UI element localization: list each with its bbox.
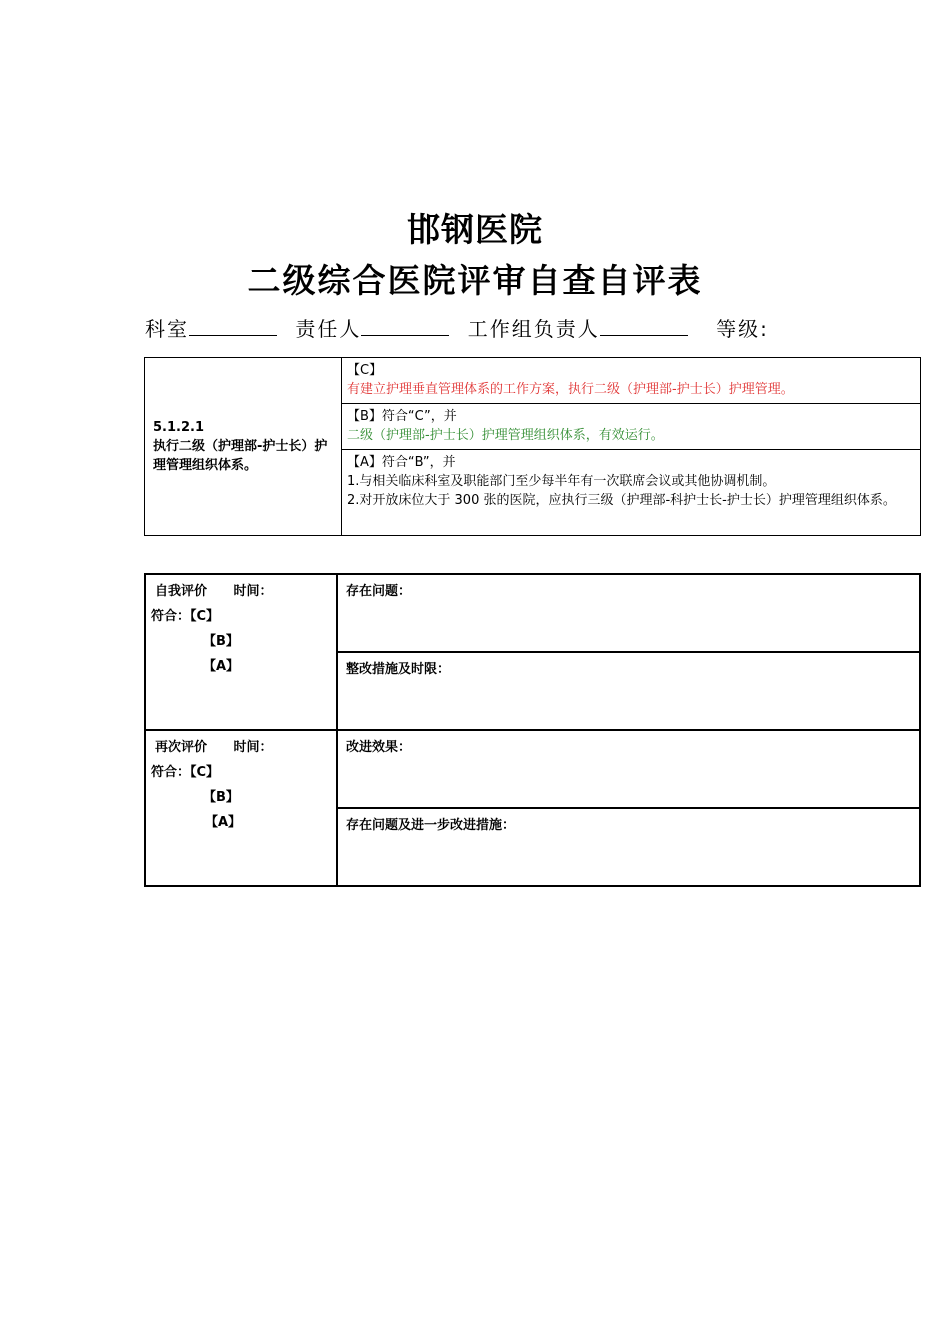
level-a-cell [342, 450, 921, 536]
self-eval-time-label: 时间： [233, 584, 273, 599]
self-eval-cell [145, 574, 337, 730]
info-line [145, 313, 769, 342]
level-b-label: 【B】符合“C”，并 [347, 409, 457, 424]
re-conform-label: 符合： [151, 765, 191, 780]
re-eval-label: 再次评价 [155, 740, 208, 755]
self-conform-label: 符合： [151, 609, 191, 624]
effect-cell[interactable] [337, 730, 920, 808]
re-option-c[interactable]: 【C】 [190, 765, 220, 780]
level-c-label: 【C】 [347, 363, 383, 378]
re-option-b[interactable]: 【B】 [203, 790, 239, 805]
form-title: 二级综合医院评审自查自评表 [247, 261, 703, 300]
problems-cell[interactable] [337, 574, 920, 652]
self-eval-header [151, 580, 328, 604]
responsible-label: 责任人 [295, 317, 362, 341]
self-option-c[interactable]: 【C】 [190, 609, 220, 624]
level-a-label: 【A】符合“B”，并 [347, 455, 456, 470]
problems-label: 存在问题： [346, 584, 412, 599]
re-eval-header [151, 736, 328, 760]
level-c-text: 有建立护理垂直管理体系的工作方案，执行二级（护理部-护士长）护理管理。 [347, 382, 794, 397]
re-conform-line [151, 760, 328, 785]
level-b-text: 二级（护理部-护士长）护理管理组织体系，有效运行。 [347, 428, 664, 443]
criteria-description: 执行二级（护理部-护士长）护理管理组织体系。 [153, 439, 328, 473]
self-conform-line [151, 604, 328, 629]
criteria-item-cell [145, 358, 342, 536]
dept-label: 科室 [145, 317, 189, 341]
rectify-label: 整改措施及时限： [346, 662, 451, 677]
group-leader-label: 工作组负责人 [467, 317, 600, 341]
self-option-a[interactable]: 【A】 [203, 659, 240, 674]
re-eval-cell [145, 730, 337, 886]
dept-field[interactable] [189, 317, 277, 336]
self-option-b[interactable]: 【B】 [203, 634, 239, 649]
effect-label: 改进效果： [346, 740, 412, 755]
level-c-cell [342, 358, 921, 404]
further-label: 存在问题及进一步改进措施： [346, 818, 516, 833]
criteria-code: 5.1.2.1 [153, 420, 204, 435]
group-leader-field[interactable] [600, 317, 688, 336]
level-a-item-1: 1.与相关临床科室及职能部门至少每半年有一次联席会议或其他协调机制。 [347, 474, 776, 489]
hospital-name: 邯钢医院 [407, 210, 543, 249]
level-a-item-2: 2.对开放床位大于 300 张的医院，应执行三级（护理部-科护士长-护士长）护理管理组织体系。 [347, 493, 896, 508]
evaluation-table [144, 573, 921, 887]
further-cell[interactable] [337, 808, 920, 886]
re-option-a[interactable]: 【A】 [205, 815, 242, 830]
self-eval-label: 自我评价 [155, 584, 208, 599]
responsible-field[interactable] [361, 317, 449, 336]
rectify-cell[interactable] [337, 652, 920, 730]
re-eval-time-label: 时间： [233, 740, 273, 755]
level-b-cell [342, 404, 921, 450]
criteria-table [144, 357, 921, 536]
grade-label: 等级: [716, 317, 769, 341]
